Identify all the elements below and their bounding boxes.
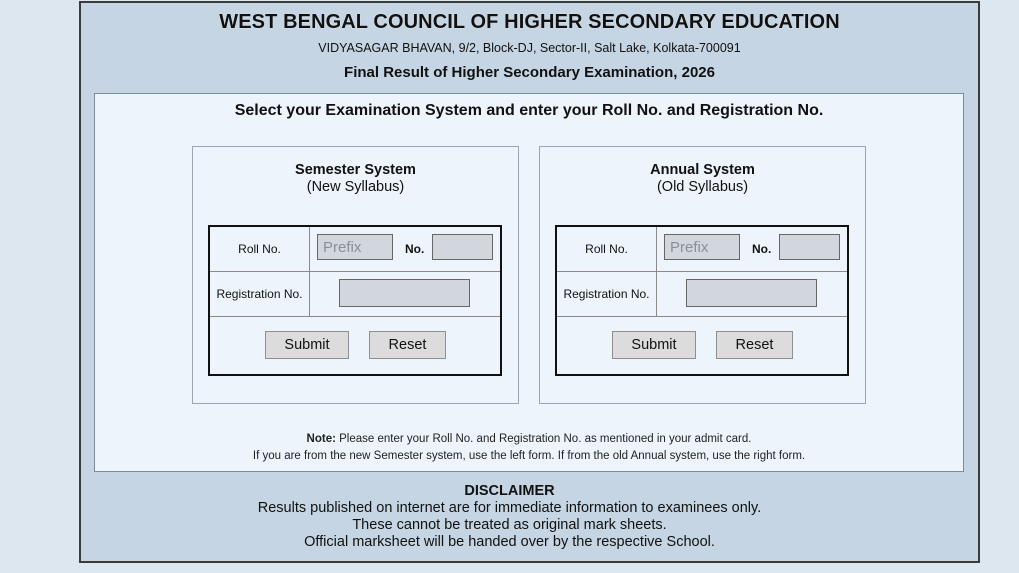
note-text — [95, 433, 963, 445]
submit-button[interactable]: Submit — [265, 331, 349, 359]
submit-button[interactable]: Submit — [612, 331, 696, 359]
registration-label: Registration No. — [210, 272, 310, 316]
disclaimer-line: Results published on internet are for immediate information to examinees only. — [257, 500, 762, 516]
disclaimer-line: These cannot be treated as original mark sheets. — [352, 517, 667, 533]
disclaimer-line: Official marksheet will be handed over by the respective School. — [304, 534, 715, 550]
semester-system-box — [192, 146, 519, 404]
page-subtitle: Final Result of Higher Secondary Examination, 2026 — [344, 64, 715, 81]
roll-no-label: No. — [405, 242, 425, 256]
registration-label: Registration No. — [557, 272, 657, 316]
annual-system-box — [539, 146, 866, 404]
note-label: Note: — [306, 433, 336, 445]
roll-prefix-input[interactable] — [317, 234, 393, 260]
roll-row — [210, 227, 500, 272]
council-title: WEST BENGAL COUNCIL OF HIGHER SECONDARY EDUCATION — [219, 11, 840, 33]
reset-button[interactable]: Reset — [716, 331, 793, 359]
roll-row — [557, 227, 847, 272]
button-row — [557, 317, 847, 374]
system-name: Annual System — [650, 162, 755, 178]
note-line-1: Please enter your Roll No. and Registration No. as mentioned in your admit card. — [335, 433, 752, 445]
roll-number-input[interactable] — [779, 234, 840, 260]
roll-no-label: No. — [752, 242, 772, 256]
semester-form — [208, 225, 502, 376]
registration-row — [210, 272, 500, 317]
note-line-2: If you are from the new Semester system, use the left form. If from the old Annual system, use the right form. — [252, 450, 806, 462]
registration-number-input[interactable] — [339, 279, 470, 307]
reset-button[interactable]: Reset — [369, 331, 446, 359]
system-syllabus: (New Syllabus) — [306, 179, 405, 195]
roll-prefix-input[interactable] — [664, 234, 740, 260]
registration-row — [557, 272, 847, 317]
annual-form — [555, 225, 849, 376]
roll-number-input[interactable] — [432, 234, 493, 260]
button-row — [210, 317, 500, 374]
instruction-heading: Select your Examination System and enter your Roll No. and Registration No. — [234, 102, 824, 119]
registration-number-input[interactable] — [686, 279, 817, 307]
roll-label: Roll No. — [557, 227, 657, 271]
roll-label: Roll No. — [210, 227, 310, 271]
system-name: Semester System — [295, 162, 416, 178]
result-form-panel — [94, 93, 964, 472]
system-syllabus: (Old Syllabus) — [656, 179, 749, 195]
council-address: VIDYASAGAR BHAVAN, 9/2, Block-DJ, Sector-II, Salt Lake, Kolkata-700091 — [318, 41, 741, 55]
result-portal-container — [79, 1, 980, 563]
disclaimer-title: DISCLAIMER — [464, 483, 555, 499]
